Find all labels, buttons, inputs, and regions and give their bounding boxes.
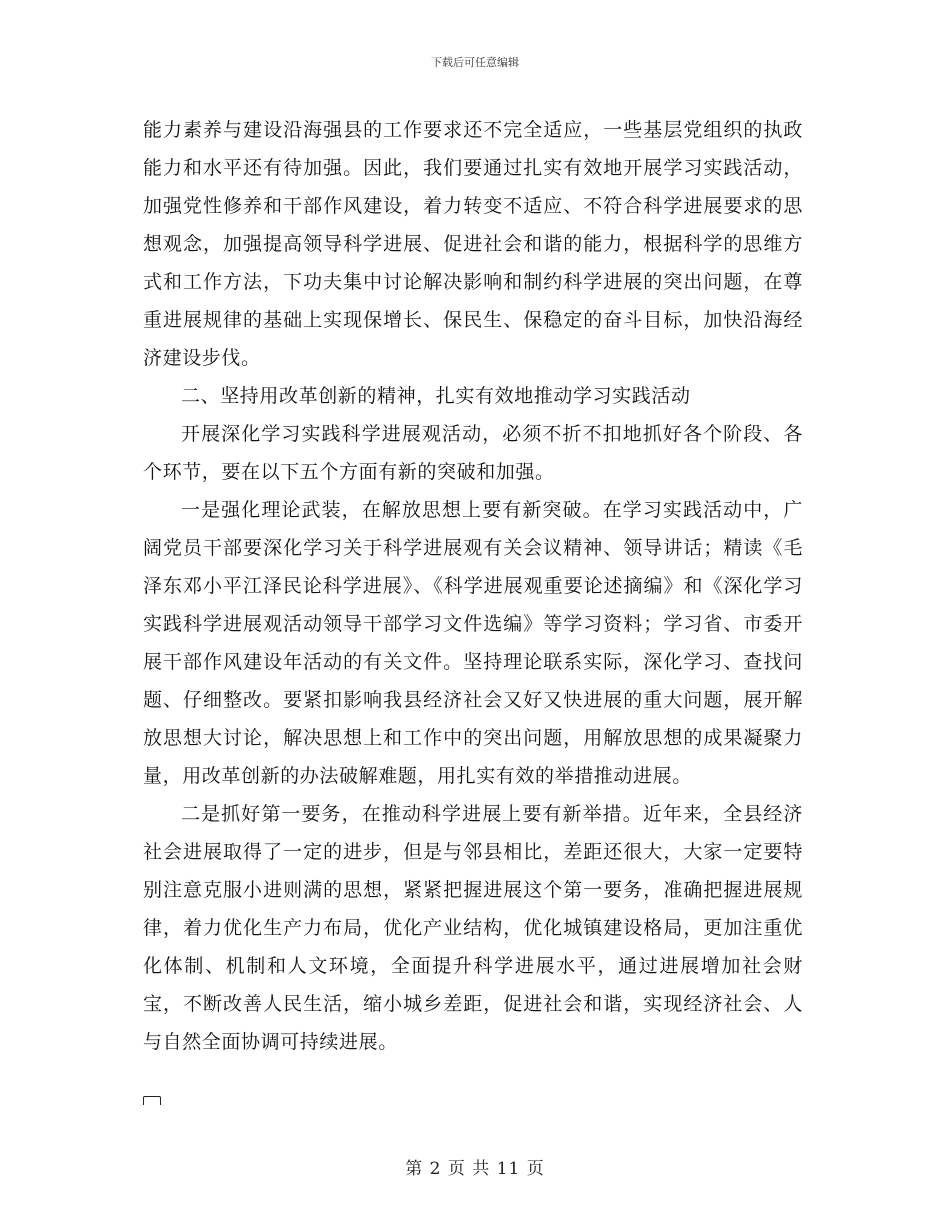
corner-bracket-mark <box>143 1096 161 1105</box>
page-number-footer: 第 2 页 共 11 页 <box>405 1159 545 1179</box>
paragraph-intro: 开展深化学习实践科学进展观活动，必须不折不扣地抓好各个阶段、各个环节，要在以下五个方面有新的突破和加强。 <box>143 423 803 483</box>
paragraph-point-two: 二是抓好第一要务，在推动科学进展上要有新举措。近年来，全县经济社会进展取得了一定的进步，但是与邻县相比，差距还很大，大家一定要特别注意克服小进则满的思想，紧紧把握进展这个第一要务，准确把握进展规律，着力优化生产力布局，优化产业结构，优化城镇建设格局，更加注重优化体制、机制和人文环境，全面提升科学进展水平，通过进展增加社会财宝，不断改善人民生活，缩小城乡差距，促进社会和谐，实现经济社会、人与自然全面协调可持续进展。 <box>143 803 803 1053</box>
paragraph-point-one: 一是强化理论武装，在解放思想上要有新突破。在学习实践活动中，广阔党员干部要深化学习关于科学进展观有关会议精神、领导讲话；精读《毛泽东邓小平江泽民论科学进展》、《科学进展观重要论述摘编》和《深化学习实践科学进展观活动领导干部学习文件选编》等学习资料；学习省、市委开展干部作风建设年活动的有关文件。坚持理论联系实际，深化学习、查找问题、仔细整改。要紧扣影响我县经济社会又好又快进展的重大问题，展开解放思想大讨论，解决思想上和工作中的突出问题，用解放思想的成果凝聚力量，用改革创新的办法破解难题，用扎实有效的举措推动进展。 <box>143 499 803 787</box>
document-body <box>143 111 803 1061</box>
section-heading: 二、坚持用改革创新的精神，扎实有效地推动学习实践活动 <box>181 385 691 407</box>
paragraph-continuation: 能力素养与建设沿海强县的工作要求还不完全适应，一些基层党组织的执政能力和水平还有待加强。因此，我们要通过扎实有效地开展学习实践活动，加强党性修养和干部作风建设，着力转变不适应、不符合科学进展要求的思想观念，加强提高领导科学进展、促进社会和谐的能力，根据科学的思维方式和工作方法，下功夫集中讨论解决影响和制约科学进展的突出问题，在尊重进展规律的基础上实现保增长、保民生、保稳定的奋斗目标，加快沿海经济建设步伐。 <box>143 119 803 369</box>
header-note: 下载后可任意编辑 <box>431 56 519 69</box>
